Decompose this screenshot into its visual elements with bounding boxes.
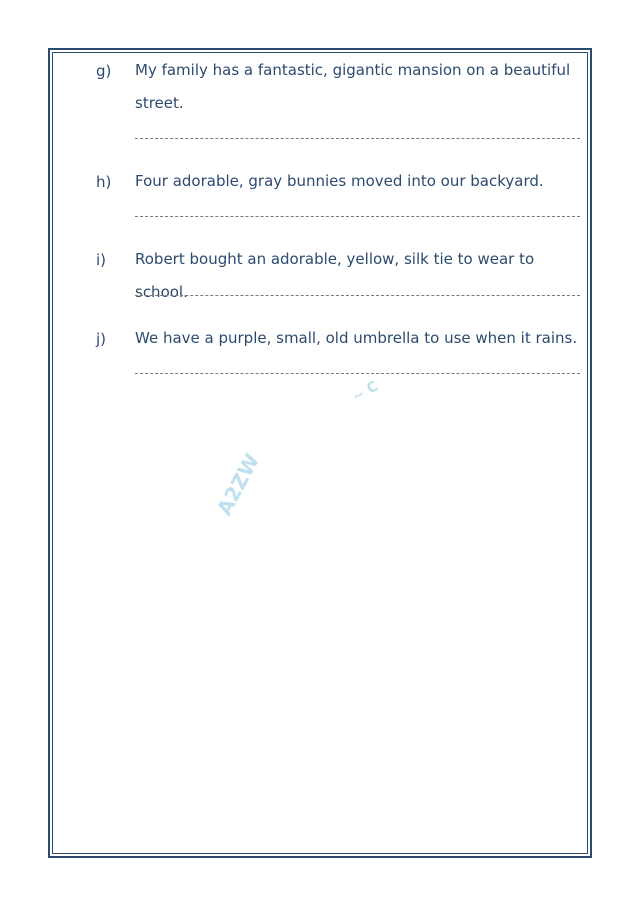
- question-text: Four adorable, gray bunnies moved into our backyard.: [135, 172, 544, 190]
- question-text: My family has a fantastic, gigantic mansion on a beautiful street.: [135, 61, 571, 112]
- answer-line-j[interactable]: [135, 373, 580, 374]
- question-letter: i): [96, 251, 107, 269]
- question-letter: g): [96, 62, 112, 80]
- question-letter: j): [96, 330, 107, 348]
- question-text: We have a purple, small, old umbrella to use when it rains.: [135, 329, 578, 347]
- answer-line-h[interactable]: [135, 216, 580, 217]
- answer-line-g[interactable]: [135, 138, 580, 139]
- question-letter: h): [96, 173, 112, 191]
- answer-line-i[interactable]: [135, 295, 580, 296]
- question-text: Robert bought an adorable, yellow, silk tie to wear to school.: [135, 250, 535, 301]
- watermark-text: A2ZW: [212, 449, 265, 520]
- watermark-arc: ~ C: [349, 378, 382, 406]
